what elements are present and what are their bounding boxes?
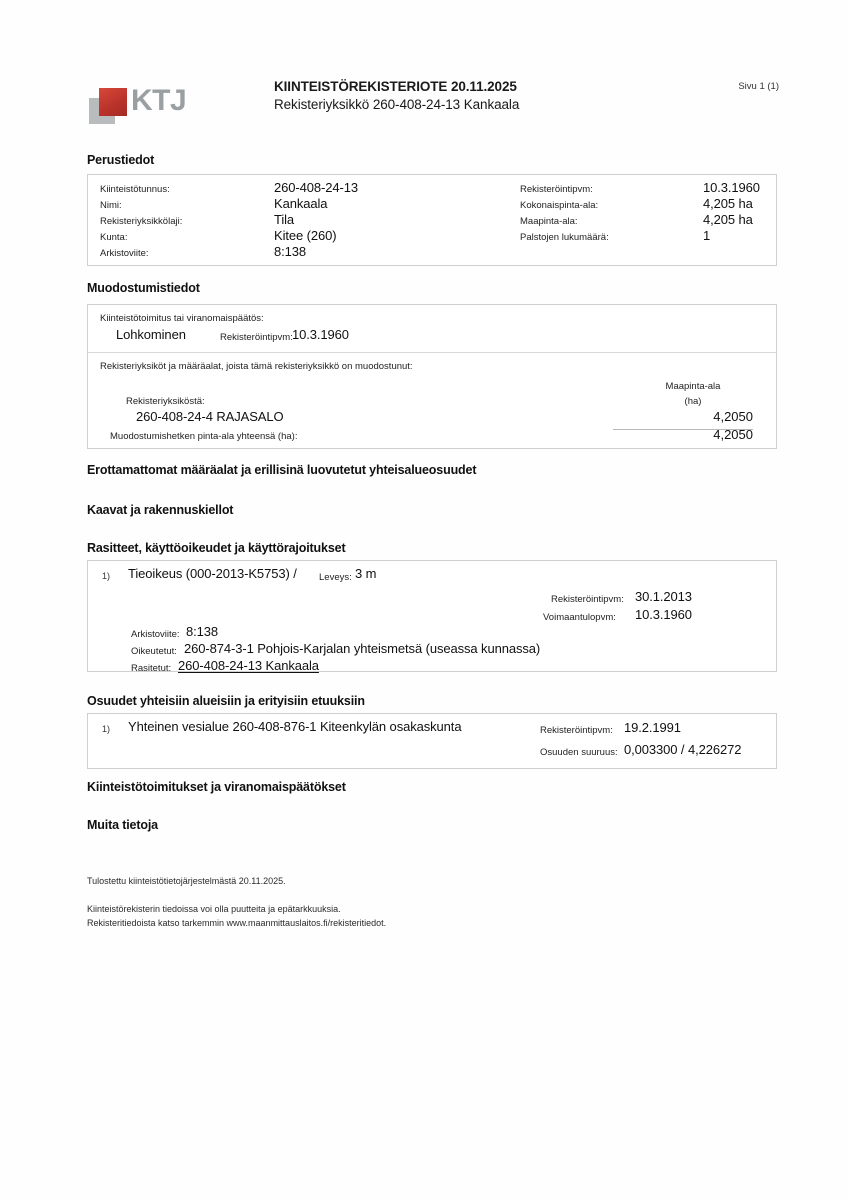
- section-heading-muodostumistiedot: Muodostumistiedot: [87, 281, 200, 295]
- section-heading-perustiedot: Perustiedot: [87, 153, 155, 167]
- field-label-maapinta-ala: Maapinta-ala:: [520, 216, 578, 227]
- section-heading-osuudet: Osuudet yhteisiin alueisiin ja erityisiin etuuksiin: [87, 694, 365, 708]
- osuus-entry-index: 1): [102, 724, 111, 734]
- rasite-archive-label: Arkistoviite:: [131, 629, 180, 640]
- ktj-logo: [87, 82, 192, 130]
- rasite-burdened-label: Rasitetut:: [131, 663, 172, 674]
- section-heading-rasitteet: Rasitteet, käyttöoikeudet ja käyttörajoitukset: [87, 541, 346, 555]
- toimitus-name: Lohkominen: [116, 327, 186, 342]
- origin-unit-value: 260-408-24-4 RAJASALO: [136, 409, 284, 424]
- rasite-title: Tieoikeus (000-2013-K5753) /: [128, 566, 297, 581]
- rasite-archive-value: 8:138: [186, 624, 219, 639]
- rasite-eff-value: 10.3.1960: [635, 607, 692, 622]
- field-label-rekisteriyksikkolaji: Rekisteriyksikkölaji:: [100, 216, 183, 227]
- field-value-rekisteriyksikkolaji: Tila: [274, 212, 295, 227]
- field-label-rekisterointipvm: Rekisteröintipvm:: [520, 184, 593, 195]
- section-heading-kaavat: Kaavat ja rakennuskiellot: [87, 503, 234, 517]
- field-label-nimi: Nimi:: [100, 200, 122, 211]
- toimitus-date-label: Rekisteröintipvm:: [220, 332, 293, 343]
- footer-print-line: Tulostettu kiinteistötietojärjestelmästä 20.11.2025.: [87, 876, 286, 886]
- document-subtitle: Rekisteriyksikkö 260-408-24-13 Kankaala: [274, 97, 520, 112]
- page-indicator: Sivu 1 (1): [738, 81, 779, 92]
- rasite-reg-label: Rekisteröintipvm:: [551, 594, 624, 605]
- field-label-arkistoviite: Arkistoviite:: [100, 248, 149, 259]
- osuus-share-label: Osuuden suuruus:: [540, 747, 618, 758]
- footer-disclaimer-line-2: Rekisteritiedoista katso tarkemmin www.maanmittauslaitos.fi/rekisteritiedot.: [87, 918, 387, 928]
- field-label-kiinteistotunnus: Kiinteistötunnus:: [100, 184, 170, 195]
- logo-red-square-icon: [99, 88, 127, 116]
- field-value-kokonaispinta-ala: 4,205 ha: [703, 196, 753, 211]
- field-value-nimi: Kankaala: [274, 196, 328, 211]
- rasite-width-label: Leveys:: [319, 572, 352, 583]
- muodostumistiedot-box: [87, 304, 777, 449]
- field-value-rekisterointipvm: 10.3.1960: [703, 180, 760, 195]
- box-divider: [88, 352, 776, 353]
- field-label-kunta: Kunta:: [100, 232, 128, 243]
- rasite-entitled-label: Oikeutetut:: [131, 646, 177, 657]
- rasite-reg-value: 30.1.2013: [635, 589, 692, 604]
- osuus-reg-label: Rekisteröintipvm:: [540, 725, 613, 736]
- origin-intro-text: Rekisteriyksiköt ja määräalat, joista tämä rekisteriyksikkö on muodostunut:: [100, 361, 413, 372]
- field-value-maapinta-ala: 4,205 ha: [703, 212, 753, 227]
- entry-index: 1): [102, 571, 111, 581]
- rasite-width-value: 3 m: [355, 566, 377, 581]
- rasite-burdened-value: 260-408-24-13 Kankaala: [178, 658, 319, 673]
- rasite-entitled-value: 260-874-3-1 Pohjois-Karjalan yhteismetsä (useassa kunnassa): [184, 641, 541, 656]
- section-heading-muita: Muita tietoja: [87, 818, 158, 832]
- field-label-kokonaispinta-ala: Kokonaispinta-ala:: [520, 200, 599, 211]
- column-header-unit: (ha): [684, 396, 702, 407]
- rasite-eff-label: Voimaantulopvm:: [543, 612, 616, 623]
- total-area-value: 4,2050: [713, 427, 753, 442]
- document-title: KIINTEISTÖREKISTERIOTE 20.11.2025: [274, 79, 517, 94]
- rasitteet-box: [87, 560, 777, 672]
- footer-disclaimer-line-1: Kiinteistörekisterin tiedoissa voi olla puutteita ja epätarkkuuksia.: [87, 904, 341, 914]
- total-area-label: Muodostumishetken pinta-ala yhteensä (ha):: [110, 431, 298, 442]
- toimitus-label: Kiinteistötoimitus tai viranomaispäätös:: [100, 313, 264, 324]
- field-label-palstojen-lukumaara: Palstojen lukumäärä:: [520, 232, 609, 243]
- perustiedot-box: [87, 174, 777, 266]
- field-value-kunta: Kitee (260): [274, 228, 337, 243]
- logo-wordmark: KTJ: [131, 84, 187, 117]
- field-value-arkistoviite: 8:138: [274, 244, 307, 259]
- section-heading-erottamattomat: Erottamattomat määräalat ja erillisinä luovutetut yhteisalueosuudet: [87, 463, 477, 477]
- toimitus-date-value: 10.3.1960: [292, 327, 349, 342]
- origin-area-value: 4,2050: [713, 409, 753, 424]
- section-heading-toimitukset: Kiinteistötoimitukset ja viranomaispäätökset: [87, 780, 346, 794]
- osuudet-box: [87, 713, 777, 769]
- origin-from-label: Rekisteriyksiköstä:: [126, 396, 205, 407]
- document-header: [87, 76, 779, 138]
- osuus-reg-value: 19.2.1991: [624, 720, 681, 735]
- field-value-palstojen-lukumaara: 1: [703, 228, 711, 243]
- field-value-kiinteistotunnus: 260-408-24-13: [274, 180, 358, 195]
- column-header-maapinta-ala: Maapinta-ala: [665, 381, 721, 392]
- osuus-title: Yhteinen vesialue 260-408-876-1 Kiteenkylän osakaskunta: [128, 719, 462, 734]
- osuus-share-value: 0,003300 / 4,226272: [624, 742, 742, 757]
